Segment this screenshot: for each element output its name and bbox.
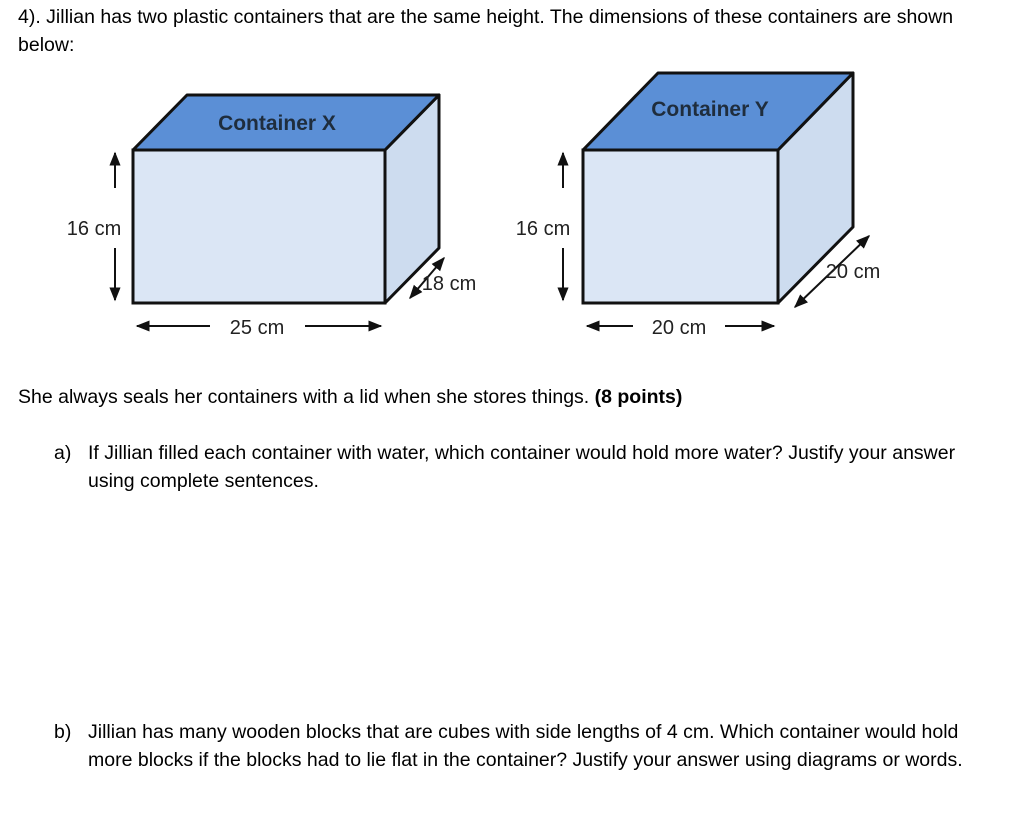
x-length-label: 25 cm <box>229 317 285 339</box>
container-x-front <box>133 150 385 303</box>
question-intro: 4). Jillian has two plastic containers that are the same height. The dimensions of these containers are shown below: <box>18 6 954 56</box>
part-b-text: Jillian has many wooden blocks that are cubes with side lengths of 4 cm. Which container would hold more blocks if the blocks had to lie flat in the container? Justify your answer using diagrams or words. <box>88 721 963 771</box>
x-height-label: 16 cm <box>66 218 122 240</box>
x-depth-label: 18 cm <box>421 273 477 295</box>
container-y <box>516 73 880 339</box>
part-a-text: If Jillian filled each container with water, which container would hold more water? Justify your answer using complete sentences. <box>88 442 956 492</box>
y-length-label: 20 cm <box>651 317 707 339</box>
points-label: (8 points) <box>594 386 683 408</box>
container-x-title: Container X <box>218 112 336 135</box>
part-b-label: b) <box>54 721 72 743</box>
container-y-title: Container Y <box>651 98 769 121</box>
part-a-label: a) <box>54 442 72 464</box>
seal-text: She always seals her containers with a lid when she stores things. <box>18 386 595 408</box>
seal-sentence <box>18 383 682 411</box>
y-height-label: 16 cm <box>515 218 571 240</box>
container-x <box>67 95 476 339</box>
y-depth-label: 20 cm <box>825 261 881 283</box>
container-y-front <box>583 150 778 303</box>
